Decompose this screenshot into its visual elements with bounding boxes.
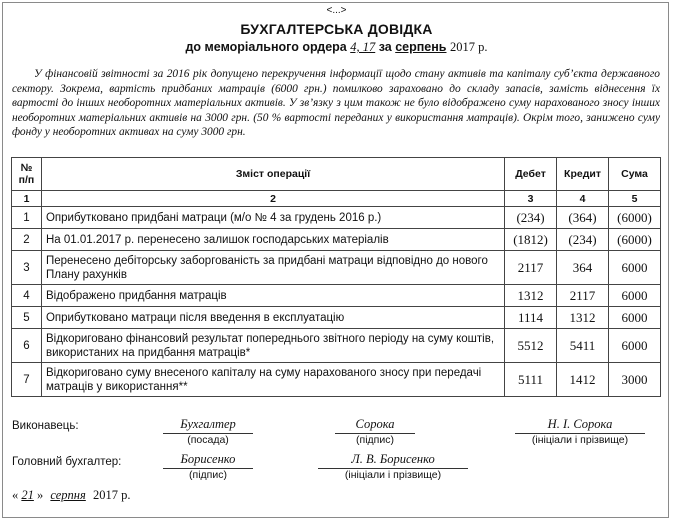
date-year: 2017 р.: [92, 488, 131, 502]
row-debit: 5111: [505, 363, 557, 397]
col-number: 3: [505, 191, 557, 207]
row-debit: 1312: [505, 285, 557, 307]
subtitle-month: серпень: [395, 40, 447, 54]
table-row: [12, 363, 661, 397]
row-debit: (234): [505, 207, 557, 229]
row-sum: (6000): [609, 229, 661, 251]
row-text: Відображено придбання матраців: [41, 285, 504, 307]
col-number: 1: [12, 191, 42, 207]
row-debit: (1812): [505, 229, 557, 251]
chief-signature: Борисенко: [180, 452, 236, 466]
subtitle-prefix: до меморіального ордера: [185, 40, 347, 54]
row-credit: 364: [557, 251, 609, 285]
row-credit: (234): [557, 229, 609, 251]
table-row: [12, 329, 661, 363]
row-debit: 5512: [505, 329, 557, 363]
row-text: Відкориговано фінансовий результат попереднього звітного періоду на суму коштів, використаних на придбання матраців*: [41, 329, 504, 363]
header-content: Зміст операції: [41, 158, 504, 191]
intro-paragraph: У фінансовій звітності за 2016 рік допущено перекручення інформації щодо стану активів та капіталу суб’єкта державного сектору. Зокрема, вартість придбаних матраців (6000 грн.) помилково зараховано до складу запасів, замість віднесення їх вартості до інших необоротних матеріальних активів. У зв’язку з цим також не було відображено суму нарахованого зносу інших необоротних матеріальних активів на 3000 грн. (50 % вартості переданих у використання матраців). Окрім того, занижено суму фонду у необоротних активах на суму 3000 грн.: [12, 68, 660, 139]
row-text: На 01.01.2017 р. перенесено залишок господарських матеріалів: [41, 229, 504, 251]
row-credit: 2117: [557, 285, 609, 307]
col-number: 5: [609, 191, 661, 207]
row-number: 1: [12, 207, 42, 229]
header-num: № п/п: [12, 158, 42, 191]
table-row: [12, 229, 661, 251]
subtitle-za: за: [378, 40, 392, 54]
signature-date: [12, 488, 130, 503]
row-credit: (364): [557, 207, 609, 229]
chief-signature-caption: (підпис): [189, 469, 227, 481]
omission-mark: <...>: [326, 5, 347, 16]
row-sum: (6000): [609, 207, 661, 229]
column-numbers-row: [12, 191, 661, 207]
row-sum: 6000: [609, 307, 661, 329]
header-sum: Сума: [609, 158, 661, 191]
chief-label: Головний бухгалтер:: [12, 456, 122, 468]
name-caption: (ініціали і прізвище): [531, 434, 629, 446]
row-credit: 5411: [557, 329, 609, 363]
row-sum: 6000: [609, 251, 661, 285]
operations-table: [11, 157, 661, 397]
row-number: 2: [12, 229, 42, 251]
header-debit: Дебет: [505, 158, 557, 191]
date-open-quote: «: [12, 488, 19, 502]
row-credit: 1412: [557, 363, 609, 397]
table-header-row: [12, 158, 661, 191]
chief-name: Л. В. Борисенко: [351, 452, 435, 466]
row-text: Оприбутковано матраци після введення в експлуатацію: [41, 307, 504, 329]
order-numbers: 4, 17: [350, 40, 376, 54]
date-close-quote: »: [37, 488, 44, 502]
executor-signature: Сорока: [355, 417, 395, 431]
row-number: 5: [12, 307, 42, 329]
row-text: Відкориговано суму внесеного капіталу на суму нарахованого зносу при передачі матраців у використання**: [41, 363, 504, 397]
executor-position: Бухгалтер: [180, 417, 236, 431]
row-debit: 2117: [505, 251, 557, 285]
table-row: [12, 307, 661, 329]
row-number: 4: [12, 285, 42, 307]
row-text: Перенесено дебіторську заборгованість за придбані матраци відповідно до нового Плану рахунків: [41, 251, 504, 285]
row-text: Оприбутковано придбані матраци (м/о № 4 за грудень 2016 р.): [41, 207, 504, 229]
position-caption: (посада): [187, 434, 229, 446]
row-sum: 3000: [609, 363, 661, 397]
row-debit: 1114: [505, 307, 557, 329]
table-row: [12, 251, 661, 285]
document-subtitle: [0, 40, 673, 55]
col-number: 4: [557, 191, 609, 207]
table-row: [12, 207, 661, 229]
row-number: 6: [12, 329, 42, 363]
row-number: 7: [12, 363, 42, 397]
document-title: БУХГАЛТЕРСЬКА ДОВІДКА: [240, 21, 433, 37]
executor-label: Виконавець:: [12, 420, 79, 432]
row-number: 3: [12, 251, 42, 285]
subtitle-year: 2017 р.: [449, 40, 488, 54]
col-number: 2: [41, 191, 504, 207]
chief-name-caption: (ініціали і прізвище): [344, 469, 442, 481]
row-sum: 6000: [609, 285, 661, 307]
date-day: 21: [21, 488, 34, 502]
row-sum: 6000: [609, 329, 661, 363]
date-month: серпня: [50, 488, 86, 502]
signature-caption: (підпис): [356, 434, 394, 446]
row-credit: 1312: [557, 307, 609, 329]
table-row: [12, 285, 661, 307]
executor-name: Н. І. Сорока: [547, 417, 613, 431]
header-credit: Кредит: [557, 158, 609, 191]
